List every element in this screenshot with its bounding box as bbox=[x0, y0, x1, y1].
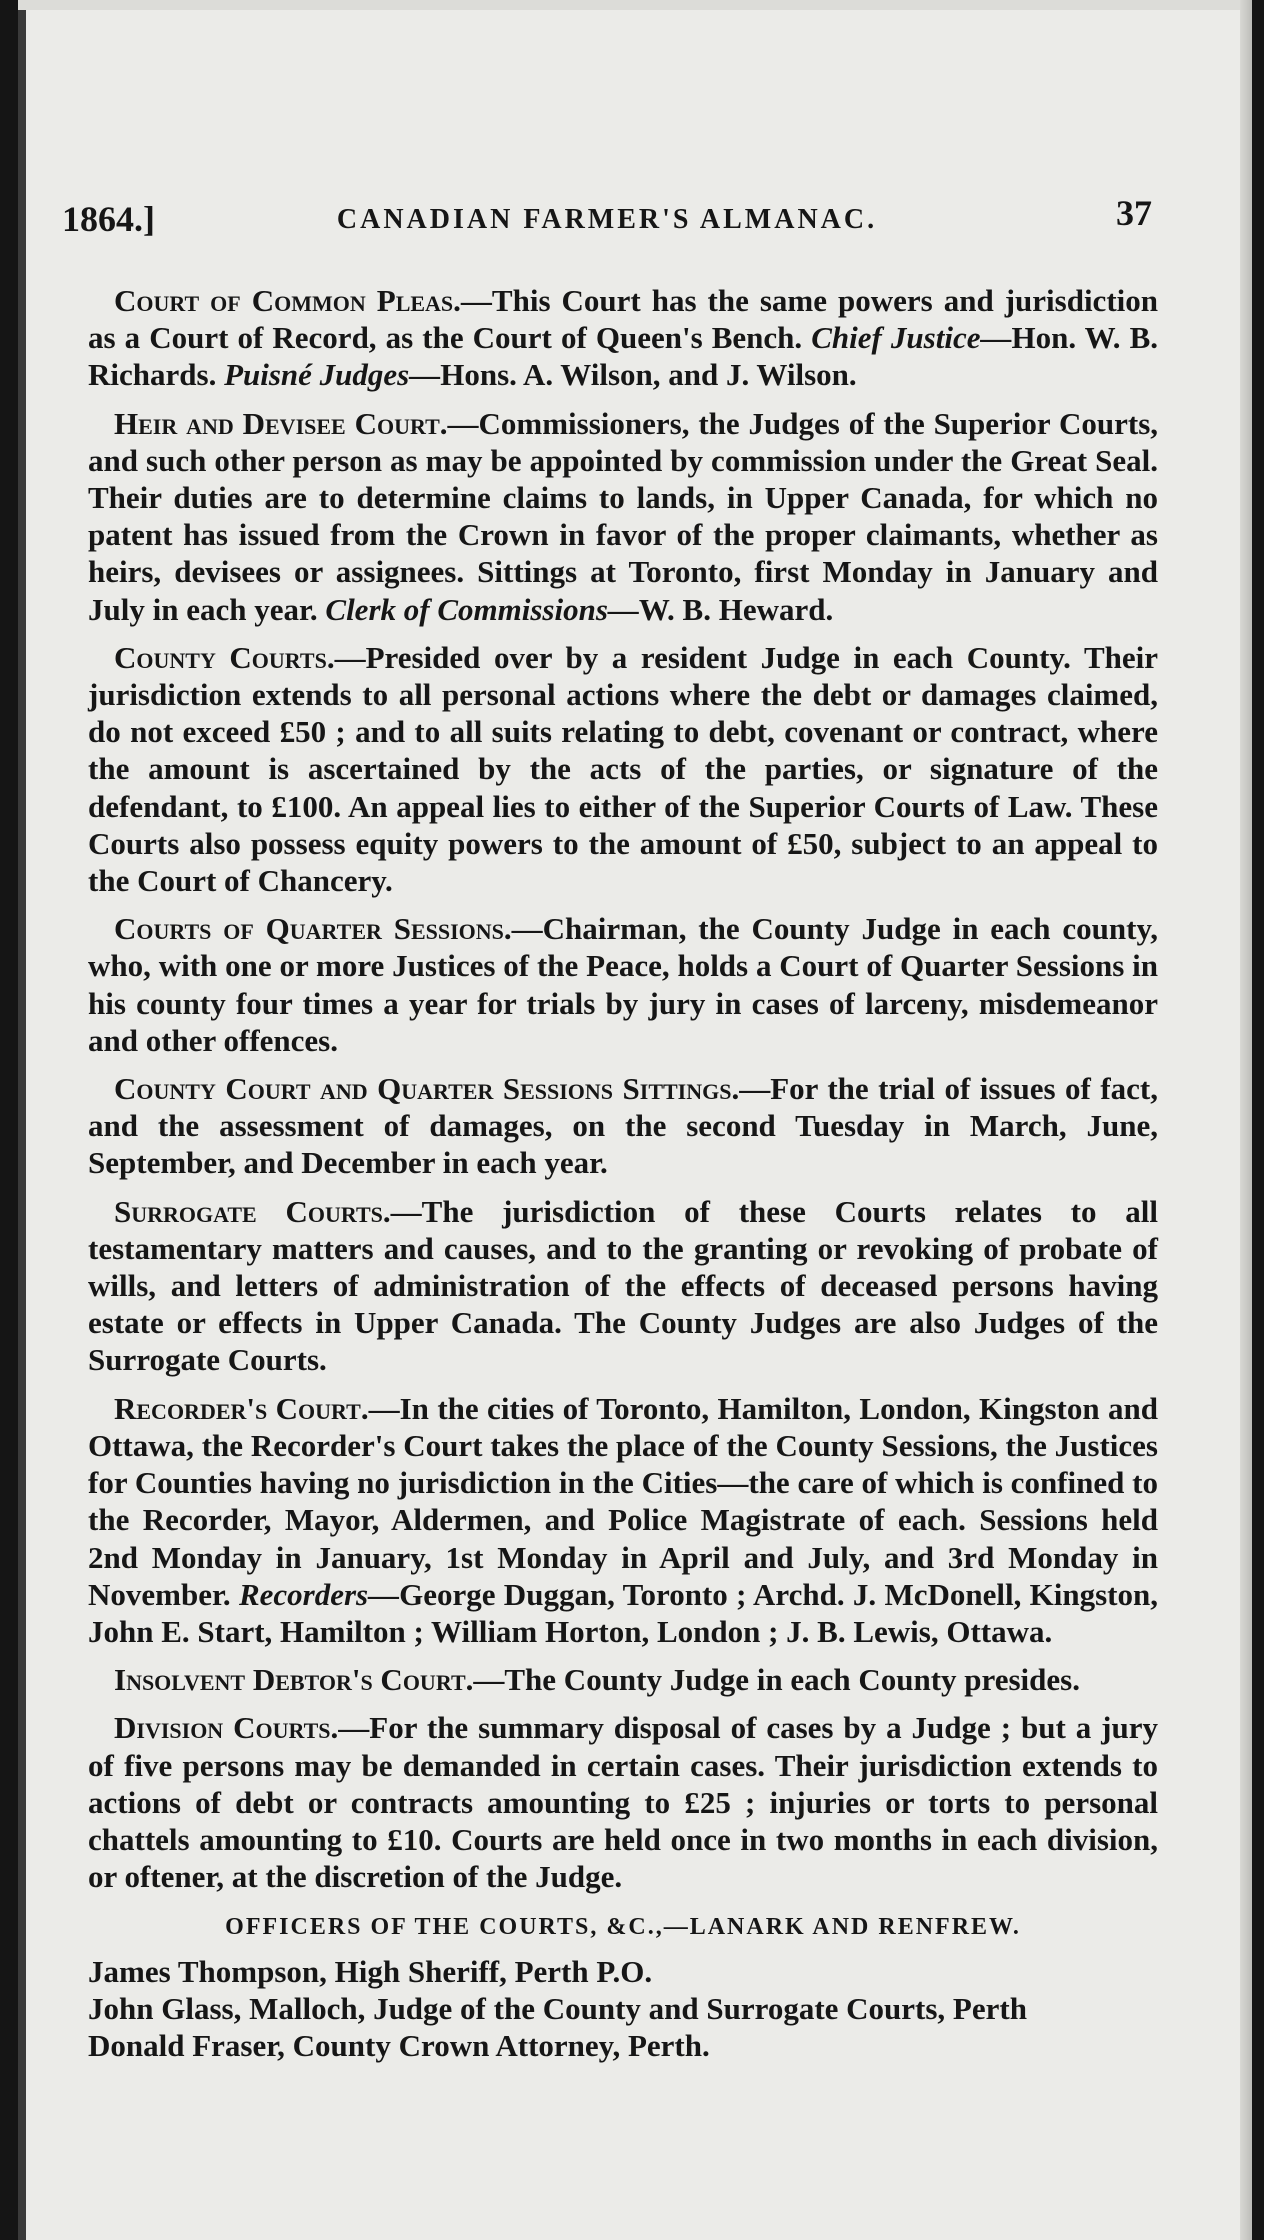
section-heading: Heir and Devisee Court.— bbox=[114, 405, 479, 441]
page-left-edge bbox=[18, 0, 26, 2240]
section-heading: Courts of Quarter Sessions.— bbox=[114, 911, 543, 947]
page-right-edge bbox=[1240, 0, 1252, 2240]
section-insolvent-debtors bbox=[88, 1661, 1158, 1698]
section-recorders-court bbox=[88, 1390, 1158, 1650]
section-text: For the summary disposal of cases by a Judge ; but a jury of five persons may be demanded in certain cases. Their jurisdiction extends to actions of debt or contracts amounting to £25 ; injuries or torts to personal chattels amounting to £10. Courts are held once in two months in each division, or oftener, at the discretion of the Judge. bbox=[88, 1710, 1158, 1895]
section-heir-devisee bbox=[88, 405, 1158, 628]
section-text: For the trial of issues of fact, and the assessment of damages, on the second Tuesday in March, June, September, and December in each year. bbox=[88, 1071, 1158, 1181]
section-text: Commissioners, the Judges of the Superior Courts, and such other person as may be appointed by commission under the Great Seal. Their duties are to determine claims to lands, in Upper Canada, for which no patent has issued from the Crown in favor of the proper claimants, whether as heirs, devisees or assignees. Sittings at Toronto, first Monday in January and July in each year. bbox=[88, 405, 1159, 627]
page-number: 37 bbox=[1116, 193, 1152, 233]
section-heading: Court of Common Pleas.— bbox=[114, 283, 492, 318]
section-text: W. B. Heward. bbox=[638, 591, 834, 627]
section-italic-label: Puisné Judges— bbox=[224, 357, 441, 393]
section-text: George Duggan, Toronto ; Archd. J. McDonell, Kingston, John E. Start, Hamilton ; William Horton, London ; J. B. Lewis, Ottawa. bbox=[88, 1576, 1158, 1649]
section-italic-label: Clerk of Commissions— bbox=[325, 591, 639, 627]
section-common-pleas bbox=[88, 282, 1158, 394]
section-italic-label: Chief Justice— bbox=[811, 320, 1012, 356]
section-italic-label: Recorders— bbox=[238, 1576, 400, 1612]
officer-line: James Thompson, High Sheriff, Perth P.O. bbox=[88, 1953, 653, 1989]
section-heading: Division Courts.— bbox=[114, 1710, 370, 1746]
section-heading: Recorder's Court.— bbox=[114, 1390, 400, 1426]
section-text: Hon. W. B. Richards. bbox=[88, 320, 1159, 393]
section-text: Hons. A. Wilson, and J. Wilson. bbox=[440, 357, 857, 393]
header-year: 1864.] bbox=[62, 199, 155, 239]
page-top-edge bbox=[18, 0, 1252, 10]
almanac-page bbox=[18, 0, 1252, 2240]
running-header bbox=[62, 192, 1152, 242]
section-text: Presided over by a resident Judge in each County. Their jurisdiction extends to all personal actions where the debt or damages claimed, do not exceed £50 ; and to all suits relating to debt, covenant or contract, where the amount is ascertained by the acts of the parties, or signature of the defendant, to £100. An appeal lies to either of the Superior Courts of Law. These Courts also possess equity powers to the amount of £50, subject to an appeal to the Court of Chancery. bbox=[88, 639, 1158, 899]
section-heading: County Courts.— bbox=[114, 639, 366, 675]
section-text: Chairman, the County Judge in each county, who, with one or more Justices of the Peace, holds a Court of Quarter Sessions in his county four times a year for trials by jury in cases of larceny, misdemeanor and other offences. bbox=[88, 911, 1158, 1058]
page-body bbox=[88, 282, 1158, 2064]
section-text: The County Judge in each County presides. bbox=[504, 1662, 1080, 1698]
officers-heading: OFFICERS OF THE COURTS, &C.,—LANARK AND RENFREW. bbox=[225, 1914, 1021, 1941]
section-surrogate-courts bbox=[88, 1193, 1158, 1379]
officer-line: Donald Fraser, County Crown Attorney, Perth. bbox=[88, 2027, 710, 2063]
header-title: CANADIAN FARMER'S ALMANAC. bbox=[336, 204, 878, 235]
section-heading: Insolvent Debtor's Court.— bbox=[114, 1662, 505, 1698]
section-text: In the cities of Toronto, Hamilton, London, Kingston and Ottawa, the Recorder's Court takes the place of the County Sessions, the Justices for Counties having no jurisdiction in the Cities—the care of which is confined to the Recorder, Mayor, Aldermen, and Police Magistrate of each. Sessions held 2nd Monday in January, 1st Monday in April and July, and 3rd Monday in November. bbox=[88, 1390, 1158, 1612]
section-division-courts bbox=[88, 1709, 1158, 1895]
officer-line: John Glass, Malloch, Judge of the County and Surrogate Courts, Perth bbox=[88, 1990, 1027, 2026]
section-quarter-sessions bbox=[88, 910, 1158, 1059]
section-sittings bbox=[88, 1070, 1158, 1182]
section-heading: County Court and Quarter Sessions Sittings.— bbox=[114, 1071, 771, 1107]
section-text: The jurisdiction of these Courts relates to all testamentary matters and causes, and to the granting or revoking of probate of wills, and letters of administration of the effects of deceased persons having estate or effects in Upper Canada. The County Judges are also Judges of the Surrogate Courts. bbox=[88, 1193, 1158, 1378]
section-county-courts bbox=[88, 639, 1158, 899]
section-text: This Court has the same powers and jurisdiction as a Court of Record, as the Court of Queen's Bench. bbox=[88, 283, 1158, 356]
section-heading: Surrogate Courts.— bbox=[114, 1193, 422, 1229]
